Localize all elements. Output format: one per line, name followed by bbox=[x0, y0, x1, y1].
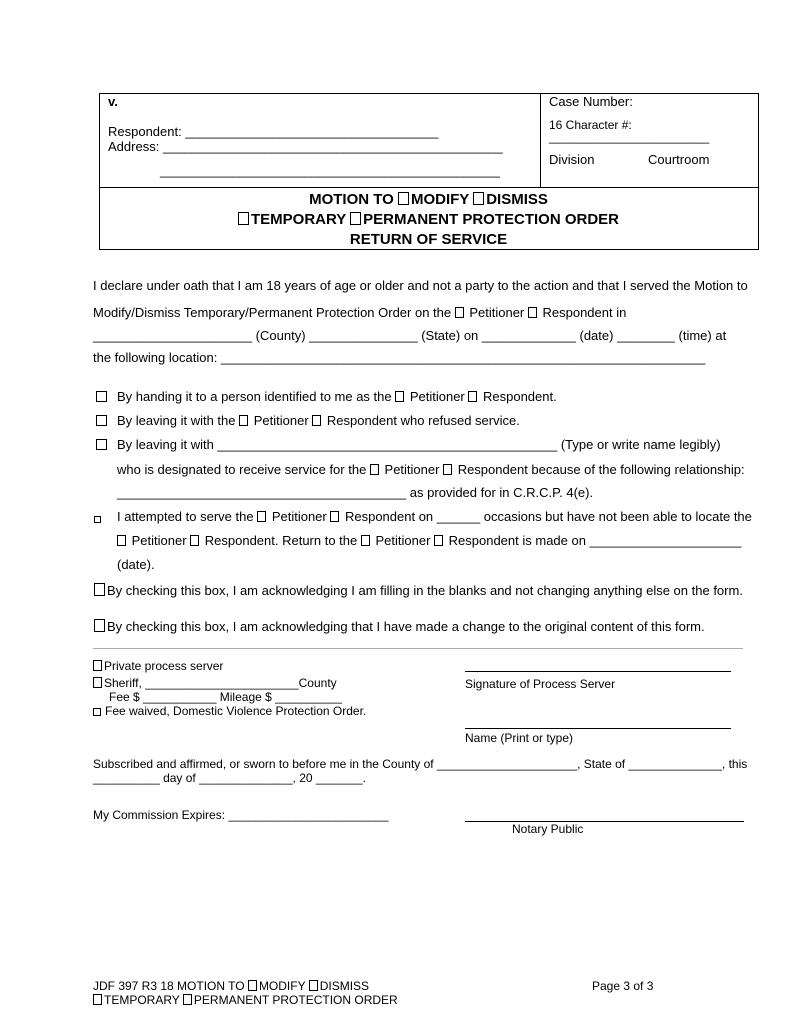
option-3-line-3[interactable]: ________________________________________ as provided for in C.R.C.P. 4(e). bbox=[117, 485, 594, 500]
no-change-checkbox[interactable] bbox=[94, 583, 105, 596]
form-title-line-1: MOTION TO MODIFY DISMISS bbox=[309, 191, 548, 208]
page-number: Page 3 of 3 bbox=[592, 979, 654, 993]
subscribed-line-1[interactable]: Subscribed and affirmed, or sworn to before me in the County of _____________________, State of ______________, this bbox=[93, 757, 748, 771]
courtroom-label: Courtroom bbox=[648, 152, 710, 167]
respondent-line bbox=[108, 124, 438, 139]
o3-respondent-checkbox[interactable] bbox=[443, 464, 452, 475]
footer-line-1: JDF 397 R3 18 MOTION TO MODIFY DISMISS bbox=[93, 979, 370, 993]
sheriff-checkbox[interactable] bbox=[93, 677, 102, 688]
permanent-checkbox[interactable] bbox=[350, 212, 361, 225]
o1-respondent-checkbox[interactable] bbox=[468, 391, 477, 402]
caption-divider bbox=[99, 187, 758, 188]
name-line[interactable] bbox=[465, 728, 731, 729]
temporary-checkbox[interactable] bbox=[238, 212, 249, 225]
sheriff-row: Sheriff, _______________________County bbox=[93, 676, 337, 690]
declaration-line-3[interactable]: ______________________ (County) _______________ (State) on _____________ (date) ________ (time) at bbox=[93, 328, 727, 343]
division-label: Division bbox=[549, 152, 595, 167]
notary-signature-line[interactable] bbox=[465, 821, 744, 822]
option-2-checkbox[interactable] bbox=[96, 413, 107, 428]
o2-petitioner-checkbox[interactable] bbox=[239, 415, 248, 426]
respondent-field[interactable]: ___________________________________ bbox=[185, 124, 439, 139]
footer-line-2: TEMPORARY PERMANENT PROTECTION ORDER bbox=[93, 993, 398, 1007]
declaration-line-4[interactable]: the following location: ___________________________________________________________________ bbox=[93, 350, 706, 365]
respondent-checkbox[interactable] bbox=[528, 307, 537, 318]
name-label: Name (Print or type) bbox=[465, 731, 574, 745]
declaration-line-2: Modify/Dismiss Temporary/Permanent Protection Order on the Petitioner Respondent in bbox=[93, 305, 627, 320]
o4-respondent-checkbox[interactable] bbox=[330, 511, 339, 522]
form-title-line-2: TEMPORARY PERMANENT PROTECTION ORDER bbox=[100, 211, 757, 228]
option-2-text: By leaving it with the Petitioner Respondent who refused service. bbox=[117, 413, 520, 428]
o4-return-respondent-checkbox[interactable] bbox=[190, 535, 199, 546]
fee-waived-row: Fee waived, Domestic Violence Protection Order. bbox=[93, 704, 366, 718]
footer-temporary-box bbox=[93, 994, 102, 1005]
signature-line[interactable] bbox=[465, 671, 731, 672]
option-3-line-2: who is designated to receive service for the Petitioner Respondent because of the following relationship: bbox=[117, 462, 745, 477]
notary-label: Notary Public bbox=[512, 822, 584, 836]
petitioner-checkbox[interactable] bbox=[455, 307, 464, 318]
signature-label: Signature of Process Server bbox=[465, 677, 616, 691]
sixteen-char-field[interactable]: ________________________ bbox=[549, 130, 710, 144]
o3-petitioner-checkbox[interactable] bbox=[370, 464, 379, 475]
o4-petitioner-checkbox[interactable] bbox=[257, 511, 266, 522]
option-4-line-1: I attempted to serve the Petitioner Respondent on ______ occasions but have not been able to locate the bbox=[117, 509, 752, 524]
modify-checkbox[interactable] bbox=[398, 192, 409, 205]
footer-permanent-box bbox=[183, 994, 192, 1005]
sixteen-char-label: 16 Character #: bbox=[549, 118, 632, 132]
sheriff-county-field[interactable]: _______________________ bbox=[145, 676, 299, 690]
acknowledge-changed: By checking this box, I am acknowledging that I have made a change to the original content of this form. bbox=[94, 619, 705, 634]
option-3-checkbox[interactable] bbox=[96, 437, 107, 452]
option-4-checkbox[interactable] bbox=[94, 510, 101, 525]
option-4-line-3: (date). bbox=[117, 557, 155, 572]
declaration-line-1: I declare under oath that I am 18 years of age or older and not a party to the action and that I served the Motion to bbox=[93, 278, 748, 293]
dismiss-checkbox[interactable] bbox=[473, 192, 484, 205]
address-line-1 bbox=[108, 139, 503, 154]
option-1-checkbox[interactable] bbox=[96, 389, 107, 404]
versus-label: v. bbox=[108, 94, 118, 109]
option-1-text: By handing it to a person identified to me as the Petitioner Respondent. bbox=[117, 389, 557, 404]
option-3-line-1[interactable]: By leaving it with _______________________________________________ (Type or write name legibly) bbox=[117, 437, 721, 452]
acknowledge-no-change: By checking this box, I am acknowledging I am filling in the blanks and not changing anything else on the form. bbox=[94, 583, 743, 598]
o2-respondent-checkbox[interactable] bbox=[312, 415, 321, 426]
o4-made-petitioner-checkbox[interactable] bbox=[361, 535, 370, 546]
fee-row[interactable]: Fee $ ___________ Mileage $ __________ bbox=[109, 690, 342, 704]
o1-petitioner-checkbox[interactable] bbox=[395, 391, 404, 402]
footer-modify-box bbox=[248, 980, 257, 991]
private-server-checkbox[interactable] bbox=[93, 660, 102, 671]
caption-vertical-divider bbox=[540, 93, 541, 187]
fee-waived-checkbox[interactable] bbox=[93, 708, 101, 716]
respondent-label: Respondent: bbox=[108, 124, 182, 139]
changed-checkbox[interactable] bbox=[94, 619, 105, 632]
commission-expires[interactable]: My Commission Expires: ________________________ bbox=[93, 808, 389, 822]
option-4-line-2: Petitioner Respondent. Return to the Petitioner Respondent is made on _____________________ bbox=[117, 533, 741, 548]
o4-return-petitioner-checkbox[interactable] bbox=[117, 535, 126, 546]
subscribed-line-2[interactable]: __________ day of ______________, 20 _______. bbox=[93, 771, 366, 785]
case-number-label: Case Number: bbox=[549, 94, 633, 109]
form-title-line-3: RETURN OF SERVICE bbox=[349, 231, 508, 248]
footer-dismiss-box bbox=[309, 980, 318, 991]
address-field-2[interactable]: _______________________________________________ bbox=[160, 163, 500, 178]
section-divider bbox=[93, 648, 743, 649]
private-server-row: Private process server bbox=[93, 659, 223, 673]
address-label: Address: bbox=[108, 139, 160, 154]
address-field-1[interactable]: _______________________________________________ bbox=[162, 139, 503, 154]
o4-made-respondent-checkbox[interactable] bbox=[434, 535, 443, 546]
